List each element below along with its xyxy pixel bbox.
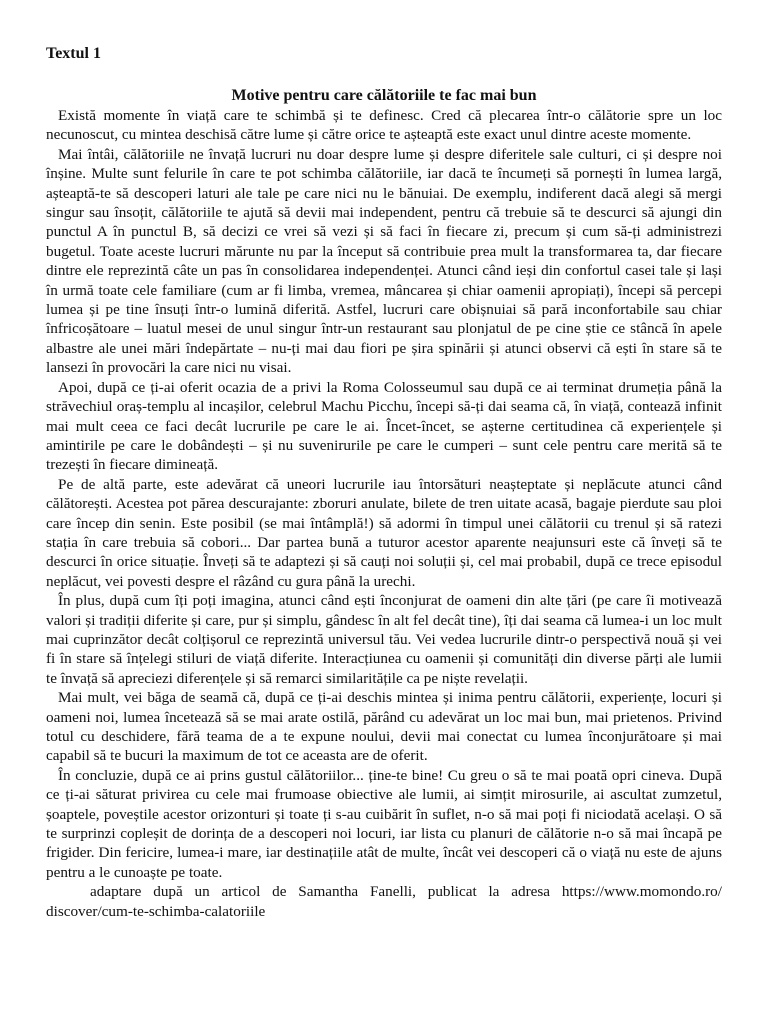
- paragraph-3: Apoi, după ce ți-ai oferit ocazia de a privi la Roma Colosseumul sau după ce ai terminat drumeția până la străvechiul oraș-templu al incașilor, celebrul Machu Picchu, începi să-ți dai seama că, în viață, contează infinit mai mult ceea ce faci decât lucrurile pe care le ai. Încet-încet, se așterne certitudinea că experiențele și amintirile pe care le dobândești – și nu suvenirurile pe care le cumperi – sunt cele pentru care merită să te trezești în fiecare dimineață.: [46, 378, 722, 474]
- document-page: [46, 44, 722, 921]
- paragraph-1: Există momente în viață care te schimbă și te definesc. Cred că plecarea într-o călătorie spre un loc necunoscut, cu mintea deschisă către lume și către orice te așteaptă este exact unul dintre aceste momente.: [46, 107, 722, 144]
- source-note: adaptare după un articol de Samantha Fanelli, publicat la adresa https://www.momondo.ro/ discover/cum-te-schimba-calatoriile: [46, 883, 722, 920]
- paragraph-2: Mai întâi, călătoriile ne învață lucruri nu doar despre lume și despre diferitele sale culturi, ci și despre noi înșine. Multe sunt felurile în care te pot schimba călătoriile, iar dacă te încumeți să pornești în lumea largă, așteaptă-te să descoperi laturi ale tale pe care nici nu le bănuiai. De exemplu, indiferent dacă alegi să mergi singur sau însoțit, călătoriile te ajută să devii mai independent, pentru că trebuie să te descurci să ajungi din punctul A în punctul B, să decizi ce vrei să vezi și să faci în fiecare zi, precum și cum să-ți administrezi bugetul. Toate aceste lucruri mărunte nu par la început să contribuie prea mult la transformarea ta, dar fiecare dintre ele reprezintă câte un pas în consolidarea independenței. Atunci când ieși din confortul casei tale și lași în urmă toate cele familiare (cum ar fi limba, vremea, mâncarea și chiar oamenii apropiați), începi să percepi lumea și pe tine însuți într-o lumină diferită. Astfel, lucruri care obișnuiai să pară inconfortabile sau chiar înfricoșătoare – luatul mesei de unul singur într-un restaurant sau plonjatul de pe cine știe ce stâncă în apele albastre ale unei mări îndepărtate – nu-ți mai dau fiori pe șira spinării și atunci observi că ești în stare să te lansezi în provocări la care nici nu visai.: [46, 145, 722, 377]
- paragraph-7: În concluzie, după ce ai prins gustul călătoriilor... ține-te bine! Cu greu o să te mai poată opri cineva. După ce ți-ai săturat privirea cu cele mai frumoase obiective ale lumii, ai simțit mirosurile, ai ascultat zumzetul, șoaptele, poveștile acestor orizonturi și toate ți s-au cuibărit în suflet, n-o să mai poți fi niciodată același. O să te surprinzi copleșit de dorința de a descoperi noi locuri, iar lista cu planuri de călătorie n-o să mai încapă pe frigider. Din fericire, lumea-i mare, iar destinațiile atât de multe, încât vei descoperi că o viață nu este de ajuns pentru a le cunoaște pe toate.: [46, 766, 722, 881]
- paragraph-5: În plus, după cum îți poți imagina, atunci când ești înconjurat de oameni din alte țări (pe care îi motivează valori și tradiții diferite și care, pur și simplu, gândesc în alt fel decât tine), îți dai seama că lumea-i un loc mult mai cuprinzător decât colțișorul ce reprezintă universul tău. Vei vedea lucrurile dintr-o perspectivă nouă și vei fi în stare să înțelegi stiluri de viață diferite. Interacțiunea cu oamenii și comunități din diverse părți ale lumii te învață să apreciezi diferențele și să remarci similaritățile ca pe niște revelații.: [46, 592, 722, 687]
- paragraph-6: Mai mult, vei băga de seamă că, după ce ți-ai deschis mintea și inima pentru călătorii, experiențe, locuri și oameni noi, lumea încetează să se mai arate ostilă, părând cu adevărat un loc mai bun, mai prietenos. Privind totul cu deschidere, fără teama de a te expune noului, devii mai conectat cu lumea înconjurătoare și mai capabil să te bucuri la maximum de tot ce aceasta are de oferit.: [46, 689, 722, 765]
- paragraph-4: Pe de altă parte, este adevărat că uneori lucrurile iau întorsături neașteptate și neplăcute atunci când călătorești. Acestea pot părea descurajante: zboruri anulate, bilete de tren uitate acasă, bagaje pierdute sau ploi care încep din senin. Este posibil (se mai întâmplă!) să adormi în timpul unei călătorii cu trenul și să ratezi stația în care trebuia să cobori... Dar partea bună a tuturor acestor aparente neajunsuri este că înveți să te descurci în orice situație. Înveți să te adaptezi și să cauți noi soluții și, cel mai probabil, după ce trece episodul neplăcut, vei povesti despre el râzând cu gura până la urechi.: [46, 475, 722, 590]
- text-label: Textul 1: [46, 45, 101, 62]
- article-title: Motive pentru care călătoriile te fac mai bun: [231, 87, 537, 104]
